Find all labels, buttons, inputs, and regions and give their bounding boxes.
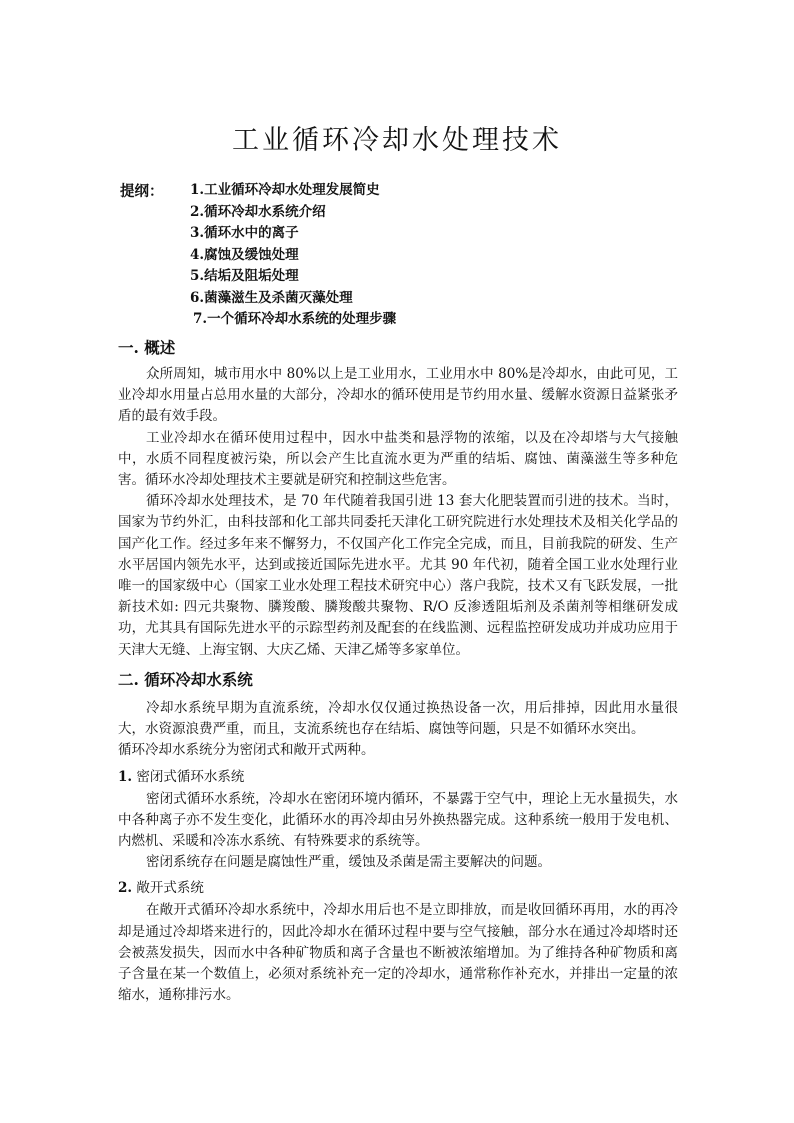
- subsection-title: 密闭式循环水系统: [132, 768, 245, 785]
- section-heading: 二. 循环冷却水系统: [118, 670, 253, 689]
- document-title: 工业循环冷却水处理技术: [232, 125, 562, 157]
- section-heading: 一. 概述: [118, 338, 176, 357]
- paragraph: 冷却水系统早期为直流系统，冷却水仅仅通过换热设备一次，用后排掉，因此用水量很大，水资源浪费严重，而且，支流系统也存在结垢、腐蚀等问题，只是不如循环水突出。: [118, 700, 678, 738]
- outline-item: 3.循环水中的离子: [190, 225, 299, 241]
- outline-item: 7.一个循环冷却水系统的处理步骤: [193, 311, 397, 327]
- outline-label: 提纲：: [120, 183, 164, 200]
- section-cooling-system: [118, 668, 678, 1006]
- subsection-number: 1.: [118, 768, 133, 785]
- outline-item: 1.工业循环冷却水处理发展简史: [190, 182, 380, 198]
- paragraph: 密闭系统存在问题是腐蚀性严重，缓蚀及杀菌是需主要解决的问题。: [146, 854, 551, 871]
- outline-item: 6.菌藻滋生及杀菌灭藻处理: [190, 289, 353, 306]
- paragraph: 在敞开式循环冷却水系统中，冷却水用后也不是立即排放，而是收回循环再用，水的再冷却是通过冷却塔来进行的，因此冷却水在循环过程中要与空气接触，部分水在通过冷却塔时还会被蒸发损失，因而水中各种矿物质和离子含量也不断被浓缩增加。为了维持各种矿物质和离子含量在某一个数值上，必须对系统补充一定的冷却水，通常称作补充水，并排出一定量的浓缩水，通称排污水。: [118, 902, 678, 1004]
- outline-item: 4.腐蚀及缓蚀处理: [190, 246, 299, 263]
- paragraph: 循环冷却水系统分为密闭式和敞开式两种。: [118, 742, 375, 759]
- subsection-heading: [118, 876, 678, 900]
- paragraph: 密闭式循环水系统，冷却水在密闭环境内循环，不暴露于空气中，理论上无水量损失，水中各种离子亦不发生变化，此循环水的再冷却由另外换热器完成。这种系统一般用于发电机、内燃机、采暖和冷冻水系统、有特殊要求的系统等。: [118, 790, 678, 850]
- subsection-title: 敞开式系统: [132, 880, 204, 897]
- section-overview: [118, 336, 678, 661]
- outline-item: 2.循环冷却水系统介绍: [190, 203, 326, 220]
- paragraph: 工业冷却水在循环使用过程中，因水中盐类和悬浮物的浓缩，以及在冷却塔与大气接触中，水质不同程度被污染，所以会产生比直流水更为严重的结垢、腐蚀、菌藻滋生等多种危害。循环水冷却处理技术主要就是研究和控制这些危害。: [118, 429, 678, 489]
- paragraph: 循环冷却水处理技术，是 70 年代随着我国引进 13 套大化肥装置而引进的技术。当时，国家为节约外汇，由科技部和化工部共同委托天津化工研究院进行水处理技术及相关化学品的国产化工作。经过多年来不懈努力，不仅国产化工作完全完成，而且，目前我院的研发、生产水平居国内领先水平，达到或接近国际先进水平。尤其 90 年代初，随着全国工业水处理行业唯一的国家级中心（国家工业水处理工程技术研究中心）落户我院，技术又有飞跃发展，一批新技术如: 四元共聚物、膦羧酸、膦羧酸共聚物、R/O 反渗透阻垢剂及杀菌剂等相继研发成功，尤其具有国际先进水平的示踪型药剂及配套的在线监测、远程监控研发成功并成功应用于天津大无缝、上海宝钢、大庆乙烯、天津乙烯等多家单位。: [118, 493, 678, 658]
- outline-list: [190, 180, 396, 331]
- paragraph: 众所周知，城市用水中 80%以上是工业用水，工业用水中 80%是冷却水，由此可见，工业冷却水用量占总用水量的大部分，冷却水的循环使用是节约用水量、缓解水资源日益紧张矛盾的最有效手段。: [118, 366, 678, 425]
- outline-item: 5.结垢及阻垢处理: [190, 268, 299, 284]
- subsection-number: 2.: [118, 880, 133, 897]
- subsection-heading: [118, 765, 678, 789]
